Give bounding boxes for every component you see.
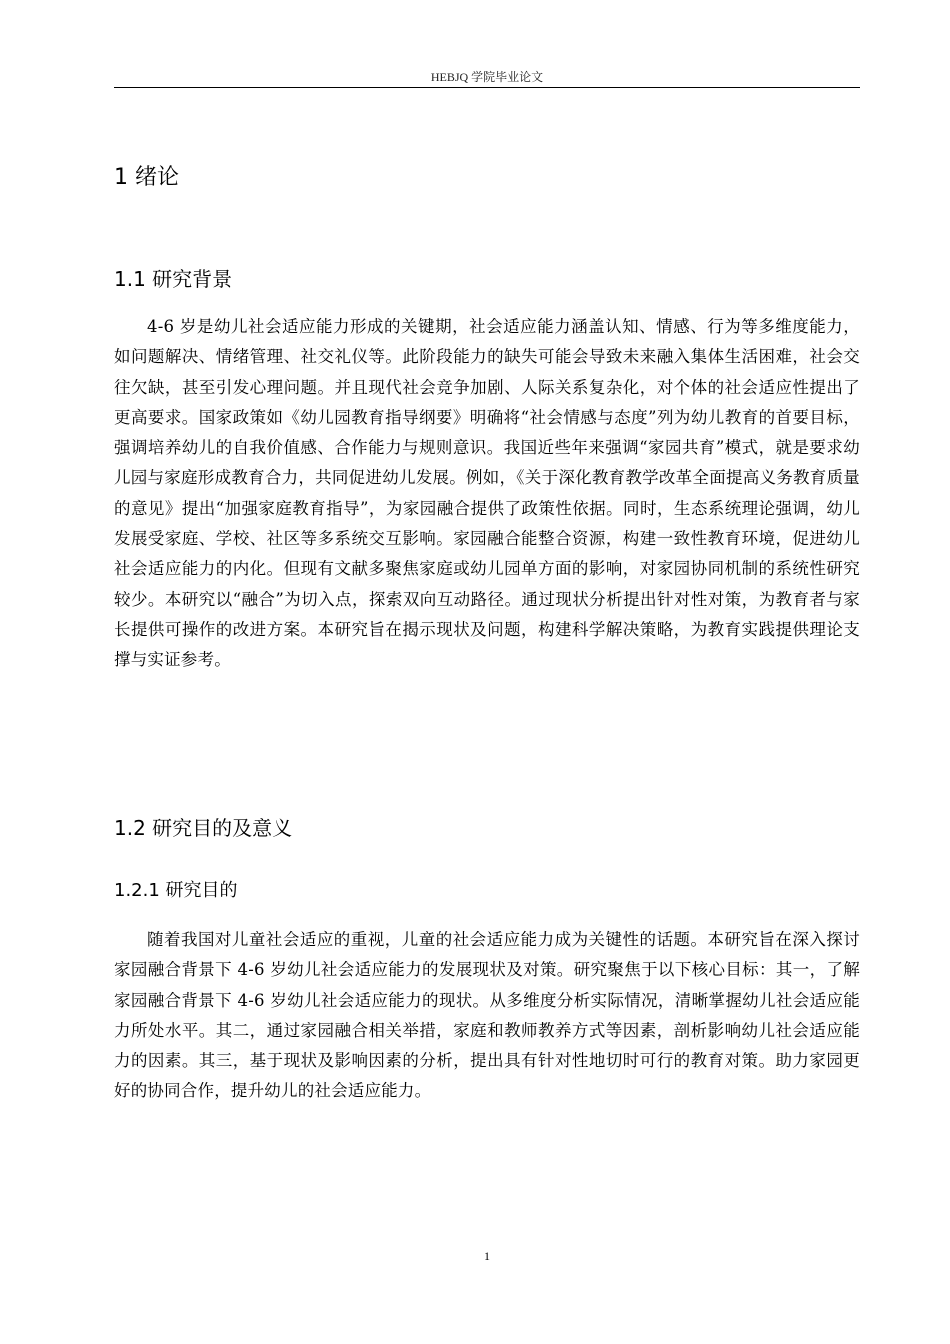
- section-heading-background: 1.1 研究背景: [114, 267, 233, 291]
- chapter-heading: 1 绪论: [114, 165, 179, 190]
- page-header: HEBJQ 学院毕业论文: [430, 70, 544, 84]
- background-paragraph: 4-6 岁是幼儿社会适应能力形成的关键期，社会适应能力涵盖认知、情感、行为等多维度能力，如问题解决、情绪管理、社交礼仪等。此阶段能力的缺失可能会导致未来融入集体生活困难，社会交往欠缺，甚至引发心理问题。并且现代社会竞争加剧、人际关系复杂化，对个体的社会适应性提出了更高要求。国家政策如《幼儿园教育指导纲要》明确将“社会情感与态度”列为幼儿教育的首要目标，强调培养幼儿的自我价值感、合作能力与规则意识。我国近些年来强调“家园共育”模式，就是要求幼儿园与家庭形成教育合力，共同促进幼儿发展。例如，《关于深化教育教学改革全面提高义务教育质量的意见》提出“加强家庭教育指导”，为家园融合提供了政策性依据。同时，生态系统理论强调，幼儿发展受家庭、学校、社区等多系统交互影响。家园融合能整合资源，构建一致性教育环境，促进幼儿社会适应能力的内化。但现有文献多聚焦家庭或幼儿园单方面的影响，对家园协同机制的系统性研究较少。本研究以“融合”为切入点，探索双向互动路径。通过现状分析提出针对性对策，为教育者与家长提供可操作的改进方案。本研究旨在揭示现状及问题，构建科学解决策略，为教育实践提供理论支撑与实证参考。: [114, 317, 860, 670]
- purpose-paragraph: 随着我国对儿童社会适应的重视，儿童的社会适应能力成为关键性的话题。本研究旨在深入探讨家园融合背景下 4-6 岁幼儿社会适应能力的发展现状及对策。研究聚焦于以下核心目标：其一，了解家园融合背景下 4-6 岁幼儿社会适应能力的现状。从多维度分析实际情况，清晰掌握幼儿社会适应能力所处水平。其二，通过家园融合相关举措，家庭和教师教养方式等因素，剖析影响幼儿社会适应能力的因素。其三，基于现状及影响因素的分析，提出具有针对性地切时可行的教育对策。助力家园更好的协同合作，提升幼儿的社会适应能力。: [114, 930, 860, 1101]
- page-number: 1: [484, 1249, 490, 1263]
- header-divider: [114, 87, 860, 88]
- section-heading-purpose-significance: 1.2 研究目的及意义: [114, 816, 293, 840]
- subsection-heading-purpose: 1.2.1 研究目的: [114, 880, 238, 901]
